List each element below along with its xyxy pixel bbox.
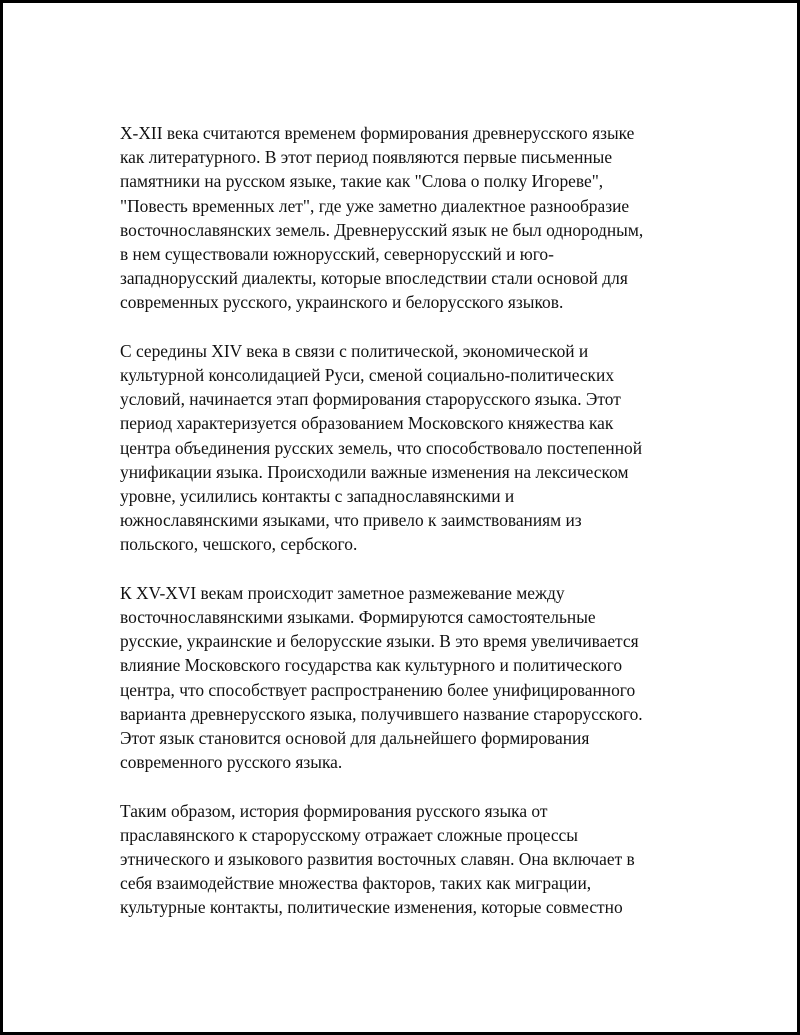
text-line: польского, чешского, сербского. xyxy=(120,534,358,555)
text-line: в нем существовали южнорусский, севернорусский и юго- xyxy=(120,244,554,265)
text-line: уровне, усилились контакты с западнославянскими и xyxy=(120,486,515,507)
paragraph-1 xyxy=(120,121,690,315)
text-line: современных русского, украинского и белорусского языков. xyxy=(120,292,564,313)
text-line: современного русского языка. xyxy=(120,752,343,773)
text-line: западнорусский диалекты, которые впоследствии стали основой для xyxy=(120,268,628,289)
text-line: памятники на русском языке, такие как "Слова о полку Игореве", xyxy=(120,171,604,192)
text-line: этнического и языкового развития восточных славян. Она включает в xyxy=(120,849,635,870)
text-line: влияние Московского государства как культурного и политического xyxy=(120,655,623,676)
text-line: культурные контакты, политические изменения, которые совместно xyxy=(120,897,623,918)
text-line: себя взаимодействие множества факторов, таких как миграции, xyxy=(120,873,592,894)
text-line: праславянского к старорусскому отражает сложные процессы xyxy=(120,824,578,845)
paragraph-2 xyxy=(120,339,690,557)
text-line: X-XII века считаются временем формирования древнерусского языке xyxy=(120,123,635,143)
text-line: период характеризуется образованием Московского княжества как xyxy=(120,413,614,434)
text-line: русские, украинские и белорусские языки. В это время увеличивается xyxy=(120,631,639,652)
document-body xyxy=(120,121,690,944)
paragraph-4 xyxy=(120,799,690,920)
text-line: восточнославянскими языками. Формируются самостоятельные xyxy=(120,607,596,628)
text-line: центра, что способствует распространению более унифицированного xyxy=(120,679,636,700)
text-line: унификации языка. Происходили важные изменения на лексическом xyxy=(120,461,629,482)
text-line: восточнославянских земель. Древнерусский язык не был однородным, xyxy=(120,219,644,240)
text-line: С середины XIV века в связи с политической, экономической и xyxy=(120,340,589,361)
text-line: варианта древнерусского языка, получившего название старорусского. xyxy=(120,703,643,724)
text-line: Таким образом, история формирования русского языка от xyxy=(120,800,548,821)
text-line: условий, начинается этап формирования старорусского языка. Этот xyxy=(120,389,621,410)
text-line: К XV-XVI векам происходит заметное размежевание между xyxy=(120,582,565,603)
text-line: "Повесть временных лет", где уже заметно диалектное разнообразие xyxy=(120,195,630,216)
text-line: центра объединения русских земель, что способствовало постепенной xyxy=(120,437,643,458)
text-line: южнославянскими языками, что привело к заимствованиям из xyxy=(120,510,582,531)
text-line: культурной консолидацией Руси, сменой социально-политических xyxy=(120,365,615,386)
text-line: как литературного. В этот период появляются первые письменные xyxy=(120,147,613,168)
paragraph-3 xyxy=(120,581,690,775)
text-line: Этот язык становится основой для дальнейшего формирования xyxy=(120,728,590,749)
